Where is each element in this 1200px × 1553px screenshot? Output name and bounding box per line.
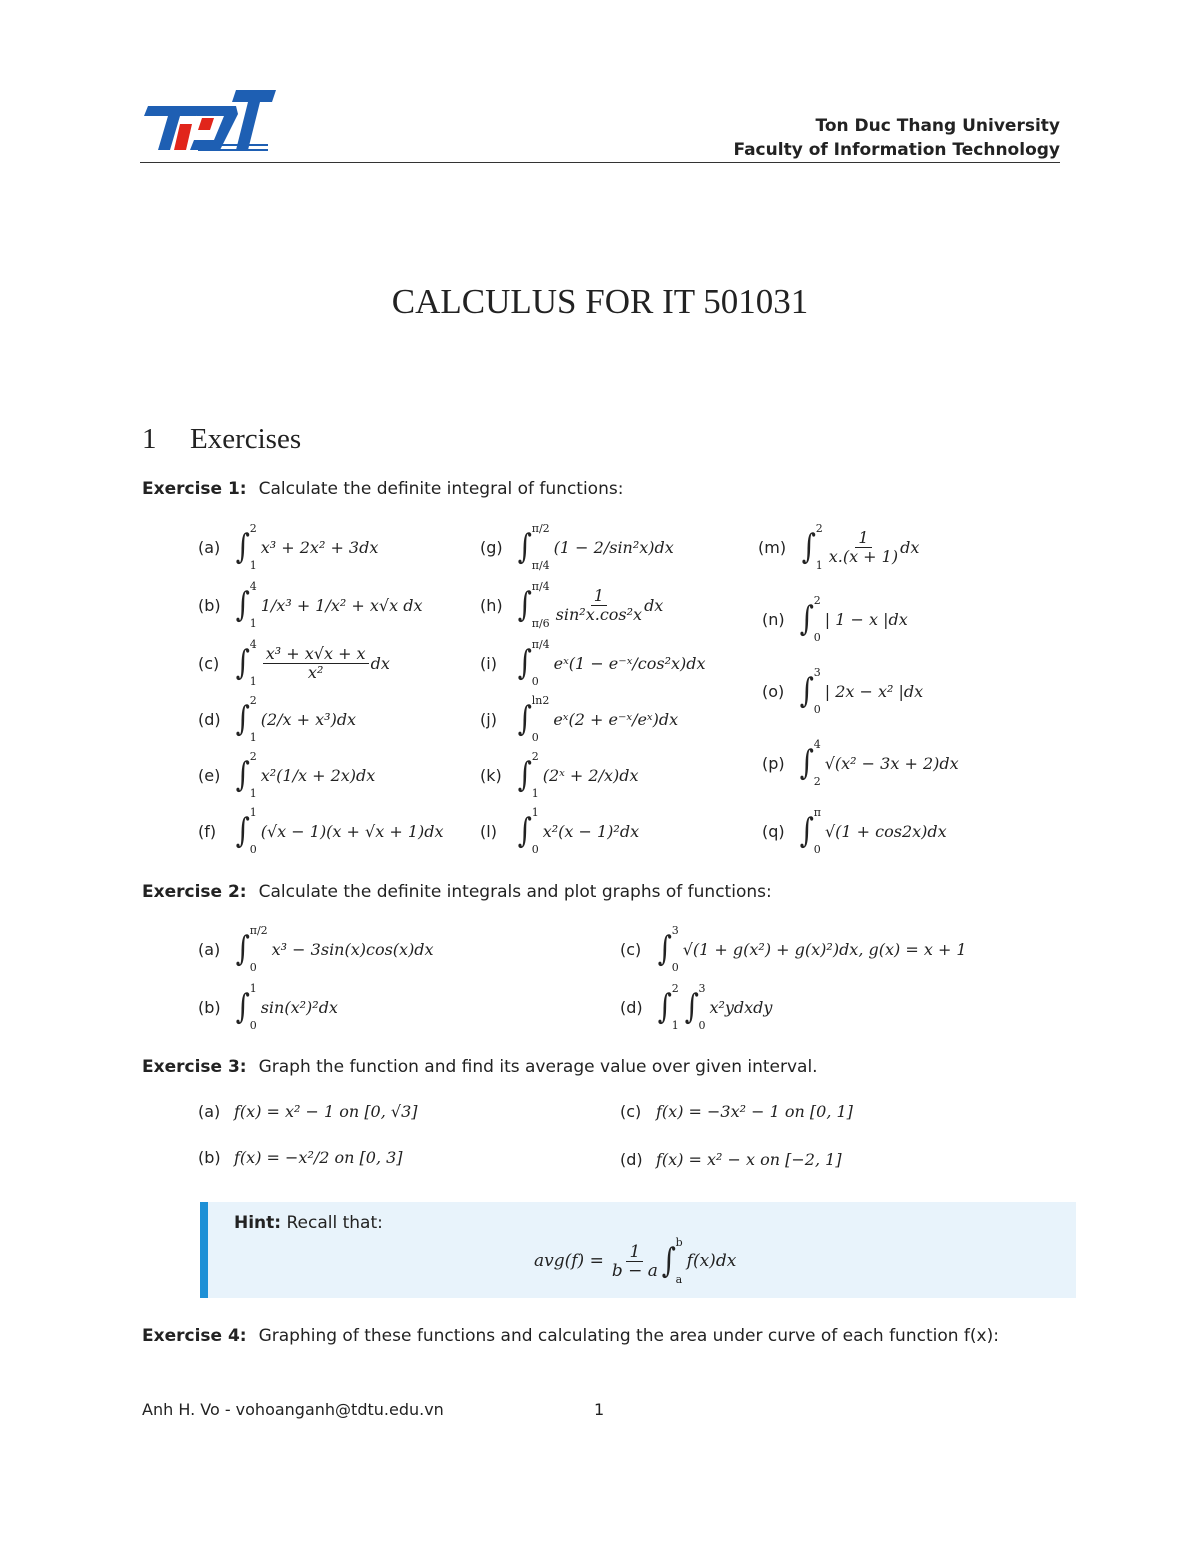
upper-limit: π/4 [531, 580, 550, 593]
fraction [263, 645, 369, 682]
ex3-item-b-label: (b) [198, 1148, 221, 1167]
lower-limit: 0 [249, 1019, 257, 1032]
lower-limit: 1 [671, 1019, 679, 1032]
ex1-item-a-label: (a) [198, 537, 221, 557]
function-expression: f(x) = x² − 1 on [0, √3] [234, 1102, 418, 1121]
integrand: | 2x − x² |dx [824, 681, 924, 701]
upper-limit: 2 [671, 982, 679, 995]
lower-limit: 1 [815, 559, 823, 572]
header-institution [733, 114, 1060, 162]
differential: dx [370, 653, 390, 673]
ex3-item-b [198, 1148, 403, 1167]
function-expression: f(x) = −x²/2 on [0, 3] [234, 1148, 403, 1167]
ex1-item-f-label: (f) [198, 821, 217, 841]
exercise-3-heading [142, 1057, 818, 1077]
ex1-item-q-label: (q) [762, 821, 785, 841]
integral-sign: ∫ 1 0 [235, 806, 257, 856]
ex1-item-c-label: (c) [198, 653, 220, 673]
ex2-item-b [198, 982, 338, 1032]
lower-limit: 0 [813, 703, 821, 716]
ex1-item-a [198, 522, 378, 572]
ex2-item-a-label: (a) [198, 939, 221, 959]
fraction [556, 587, 642, 624]
exercise-3-label: Exercise 3: [142, 1057, 247, 1077]
lower-limit: 1 [531, 787, 539, 800]
integral-sign: ∫ 1 0 [517, 806, 539, 856]
differential: dx [900, 537, 920, 557]
integral-sign: ∫ b a [661, 1236, 683, 1286]
integrand: 1/x³ + 1/x² + x√x dx [260, 595, 423, 615]
section-number: 1 [142, 423, 157, 455]
integral-sign: ∫ π/2 0 [235, 924, 268, 974]
upper-limit: 3 [698, 982, 706, 995]
ex2-item-c [620, 924, 967, 974]
section-title: Exercises [190, 423, 302, 455]
ex1-item-n-label: (n) [762, 609, 785, 629]
exercise-2-heading [142, 882, 772, 902]
upper-limit: 2 [531, 750, 539, 763]
integral-sign: ∫ 1 0 [235, 982, 257, 1032]
ex1-item-g-label: (g) [480, 537, 503, 557]
lower-limit: 1 [249, 787, 257, 800]
function-expression: f(x) = x² − x on [−2, 1] [656, 1150, 842, 1169]
ex1-item-c [198, 638, 390, 688]
integral-sign: ∫ 3 0 [799, 666, 821, 716]
ex1-item-k [480, 750, 639, 800]
ex2-item-d-label: (d) [620, 997, 643, 1017]
integral-sign: ∫ 2 1 [517, 750, 539, 800]
ex1-item-d-label: (d) [198, 709, 221, 729]
upper-limit: b [675, 1236, 683, 1249]
ex1-item-m-label: (m) [758, 537, 787, 557]
ex1-item-o-label: (o) [762, 681, 785, 701]
lower-limit: 1 [249, 731, 257, 744]
ex1-item-d [198, 694, 356, 744]
lower-limit: 2 [813, 775, 821, 788]
function-expression: f(x) = −3x² − 1 on [0, 1] [656, 1102, 853, 1121]
integral-sign: ∫ π 0 [799, 806, 821, 856]
ex1-item-m [758, 522, 919, 572]
upper-limit: 3 [813, 666, 821, 679]
denominator: b − a [611, 1260, 658, 1281]
formula-rhs: f(x)dx [686, 1251, 737, 1271]
integral-sign: ∫ 2 1 [235, 750, 257, 800]
ex2-item-c-label: (c) [620, 939, 642, 959]
denominator: sin²x.cos²x [555, 604, 643, 624]
integral-sign: ∫ 2 1 [801, 522, 823, 572]
exercise-1-label: Exercise 1: [142, 479, 247, 499]
integral-sign: ∫ 4 1 [235, 638, 257, 688]
ex3-item-d-label: (d) [620, 1150, 643, 1169]
integral-sign: ∫ 3 0 [657, 924, 679, 974]
fraction [829, 529, 898, 566]
integrand: (2ˣ + 2/x)dx [542, 765, 639, 785]
ex1-item-l [480, 806, 639, 856]
integrand: x²(1/x + 2x)dx [260, 765, 376, 785]
integrand: eˣ(1 − e⁻ˣ/cos²x)dx [553, 653, 706, 673]
ex2-item-a [198, 924, 434, 974]
lower-limit: a [675, 1273, 683, 1286]
ex1-item-i-label: (i) [480, 653, 497, 673]
hint-label: Hint: [234, 1213, 282, 1233]
ex1-item-q [762, 806, 947, 856]
upper-limit: 2 [249, 750, 257, 763]
ex1-item-l-label: (l) [480, 821, 497, 841]
hint-formula [534, 1236, 736, 1286]
integral-sign: ∫ π/2 π/4 [517, 522, 550, 572]
ex3-item-a-label: (a) [198, 1102, 221, 1121]
integrand: x²ydxdy [709, 997, 773, 1017]
integral-sign: ∫ 2 1 [235, 694, 257, 744]
upper-limit: π/2 [531, 522, 550, 535]
integrand: | 1 − x |dx [824, 609, 908, 629]
hint-text: Recall that: [286, 1213, 383, 1233]
ex1-item-i [480, 638, 706, 688]
document-title: CALCULUS FOR IT 501031 [391, 282, 809, 321]
ex1-item-b-label: (b) [198, 595, 221, 615]
integral-sign: ∫ 2 0 [799, 594, 821, 644]
integrand: √(1 + g(x²) + g(x)²)dx, g(x) = x + 1 [682, 939, 967, 959]
integral-sign: ∫ 2 1 [235, 522, 257, 572]
university-logo [140, 84, 280, 158]
ex1-item-b [198, 580, 422, 630]
fraction [612, 1243, 658, 1280]
ex3-item-d [620, 1150, 842, 1169]
lower-limit: π/4 [531, 559, 550, 572]
hint-heading [234, 1213, 383, 1233]
integrand: √(1 + cos2x)dx [824, 821, 947, 841]
ex1-item-p [762, 738, 959, 788]
upper-limit: 2 [815, 522, 823, 535]
exercise-2-text: Calculate the definite integrals and plot graphs of functions: [258, 882, 772, 902]
lower-limit: 0 [813, 843, 821, 856]
exercise-4-label: Exercise 4: [142, 1326, 247, 1346]
ex1-item-n [762, 594, 908, 644]
ex2-item-d [620, 982, 772, 1032]
ex2-item-b-label: (b) [198, 997, 221, 1017]
ex3-item-a [198, 1102, 418, 1121]
lower-limit: 1 [249, 617, 257, 630]
ex1-item-e [198, 750, 375, 800]
upper-limit: 1 [249, 982, 257, 995]
numerator: 1 [626, 1243, 643, 1262]
exercise-1-heading [142, 479, 623, 499]
integrand: x³ + 2x² + 3dx [260, 537, 379, 557]
numerator: x³ + x√x + x [263, 645, 369, 664]
page-number: 1 [594, 1400, 605, 1419]
ex1-item-f [198, 806, 444, 856]
university-name: Ton Duc Thang University [815, 116, 1060, 136]
faculty-name: Faculty of Information Technology [733, 140, 1060, 160]
lower-limit: 0 [698, 1019, 706, 1032]
numerator: 1 [855, 529, 871, 548]
integrand: (1 − 2/sin²x)dx [553, 537, 674, 557]
upper-limit: 2 [249, 522, 257, 535]
lower-limit: 1 [249, 559, 257, 572]
lower-limit: 0 [813, 631, 821, 644]
integrand: x²(x − 1)²dx [542, 821, 640, 841]
exercise-2-label: Exercise 2: [142, 882, 247, 902]
lower-limit: π/6 [531, 617, 550, 630]
integrand: sin(x²)²dx [260, 997, 338, 1017]
integrand: (√x − 1)(x + √x + 1)dx [260, 821, 444, 841]
exercise-4-heading [142, 1326, 999, 1346]
lower-limit: 0 [531, 843, 539, 856]
upper-limit: 4 [249, 638, 257, 651]
lower-limit: 0 [249, 961, 257, 974]
ex3-item-c-label: (c) [620, 1102, 642, 1121]
upper-limit: π [813, 806, 821, 819]
upper-limit: ln2 [531, 694, 550, 707]
numerator: 1 [591, 587, 607, 606]
lower-limit: 0 [249, 843, 257, 856]
formula-lhs: avg(f) = [534, 1251, 604, 1271]
ex1-item-j-label: (j) [480, 709, 497, 729]
integral-sign: ∫ π/4 π/6 [517, 580, 550, 630]
section-heading [142, 423, 301, 456]
footer-author: Anh H. Vo - vohoanganh@tdtu.edu.vn [142, 1400, 444, 1419]
exercise-1-text: Calculate the definite integral of functions: [258, 479, 624, 499]
upper-limit: 1 [531, 806, 539, 819]
differential: dx [644, 595, 664, 615]
integral-sign: ∫ 4 2 [799, 738, 821, 788]
upper-limit: 2 [249, 694, 257, 707]
integrand: √(x² − 3x + 2)dx [824, 753, 959, 773]
upper-limit: π/4 [531, 638, 550, 651]
ex1-item-o [762, 666, 923, 716]
denominator: x.(x + 1) [828, 546, 899, 566]
integral-sign: ∫ 2 1 [657, 982, 679, 1032]
lower-limit: 0 [671, 961, 679, 974]
upper-limit: 4 [249, 580, 257, 593]
integral-sign: ∫ π/4 0 [517, 638, 550, 688]
lower-limit: 0 [531, 731, 539, 744]
ex1-item-k-label: (k) [480, 765, 502, 785]
integrand: eˣ(2 + e⁻ˣ/eˣ)dx [553, 709, 679, 729]
denominator: x² [307, 662, 324, 682]
ex1-item-g [480, 522, 674, 572]
integral-sign: ∫ ln2 0 [517, 694, 550, 744]
header-rule [140, 162, 1060, 163]
ex1-item-j [480, 694, 678, 744]
integral-sign: ∫ 4 1 [235, 580, 257, 630]
integrand: x³ − 3sin(x)cos(x)dx [271, 939, 434, 959]
upper-limit: 4 [813, 738, 821, 751]
exercise-3-text: Graph the function and find its average value over given interval. [258, 1057, 818, 1077]
lower-limit: 1 [249, 675, 257, 688]
ex1-item-h [480, 580, 663, 630]
integrand: (2/x + x³)dx [260, 709, 357, 729]
integral-sign-inner: ∫ 3 0 [684, 982, 706, 1032]
upper-limit: 3 [671, 924, 679, 937]
lower-limit: 0 [531, 675, 539, 688]
ex3-item-c [620, 1102, 853, 1121]
ex1-item-p-label: (p) [762, 753, 785, 773]
ex1-item-e-label: (e) [198, 765, 221, 785]
upper-limit: π/2 [249, 924, 268, 937]
upper-limit: 1 [249, 806, 257, 819]
ex1-item-h-label: (h) [480, 595, 503, 615]
upper-limit: 2 [813, 594, 821, 607]
exercise-4-text: Graphing of these functions and calculating the area under curve of each function f(x): [258, 1326, 999, 1346]
